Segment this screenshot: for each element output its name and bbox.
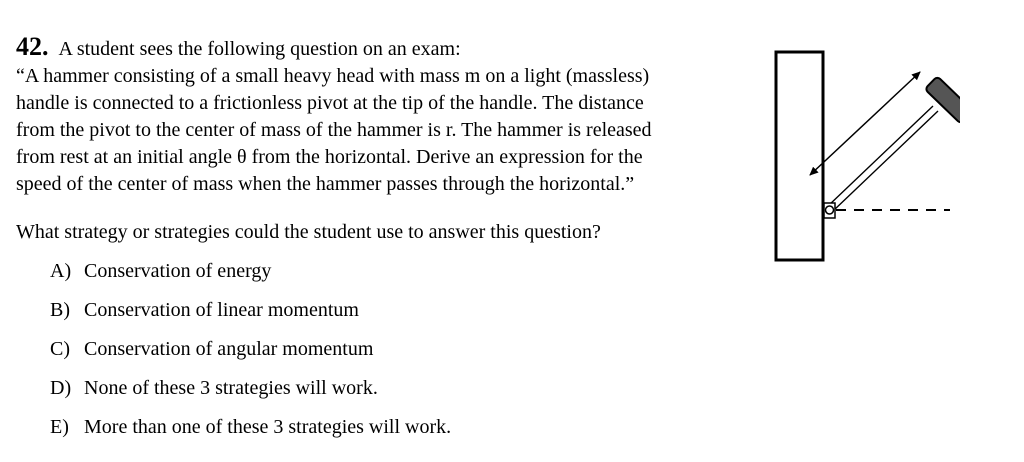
choice-d-letter: D) [50,377,72,399]
choice-b[interactable] [50,297,359,324]
choice-e-text: More than one of these 3 strategies will work. [84,416,452,438]
choice-c[interactable] [50,336,373,363]
choice-b-text: Conservation of linear momentum [84,299,359,321]
choice-d[interactable] [50,375,378,402]
question-line-2: “A hammer consisting of a small heavy head with mass m on a light (massless) [16,65,650,87]
hammer-diagram [760,40,960,270]
distance-arrow-icon [810,72,920,175]
choice-a-text: Conservation of energy [84,260,272,282]
choice-c-text: Conservation of angular momentum [84,338,374,360]
question-line-6: speed of the center of mass when the hammer passes through the horizontal.” [16,173,635,195]
pivot-icon [824,203,835,218]
question-line-3: handle is connected to a frictionless pivot at the tip of the handle. The distance [16,92,644,114]
question-line-4: from the pivot to the center of mass of the hammer is r. The hammer is released [16,119,652,141]
wall-icon [776,52,823,260]
choice-b-letter: B) [50,299,70,321]
choice-d-text: None of these 3 strategies will work. [84,377,378,399]
choice-e[interactable] [50,414,451,441]
question-prompt: What strategy or strategies could the student use to answer this question? [16,221,601,243]
question-line-5: from rest at an initial angle θ from the horizontal. Derive an expression for the [16,146,643,168]
question-block [16,33,756,198]
choice-e-letter: E) [50,416,69,438]
choice-a-letter: A) [50,260,72,282]
hammer-handle-icon [828,106,938,211]
question-line-1: A student sees the following question on an exam: [58,38,461,60]
question-number: 42. [16,32,49,61]
hammer-head-icon [925,76,960,124]
choice-c-letter: C) [50,338,70,360]
question-intro-line [16,33,756,63]
choice-a[interactable] [50,258,271,285]
